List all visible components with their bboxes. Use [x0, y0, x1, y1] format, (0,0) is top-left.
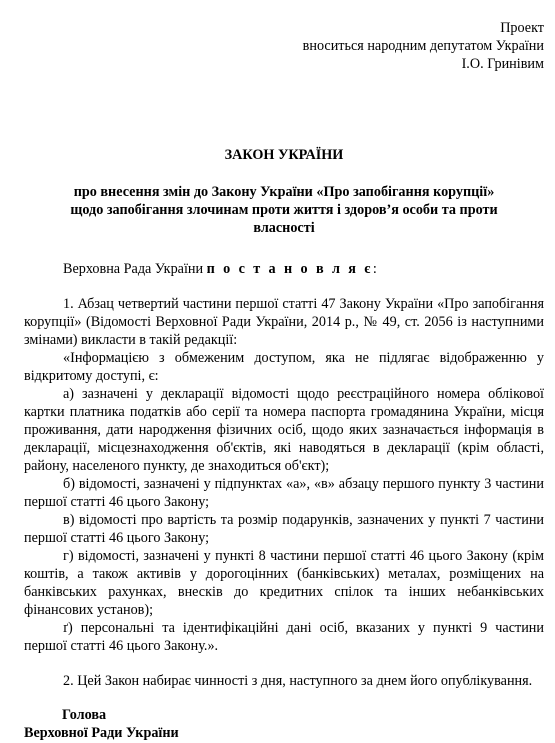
paragraph-1-quote: «Інформацією з обмеженим доступом, яка не підлягає відображенню у відкритому доступі, є: — [24, 350, 544, 384]
law-subtitle — [24, 183, 544, 237]
paragraph-1-item-g: г) відомості, зазначені у пункті 8 частини першої статті 46 цього Закону (крім коштів, а також активів у дорогоцінних (банківських) металах, розміщених на банківських рахунках, внесків до кредитних спілок та інших небанківських фінансових установ); — [24, 548, 544, 618]
signature-body: Верховної Ради України — [24, 725, 179, 741]
signature-block — [24, 706, 179, 742]
decree-emphasis: п о с т а н о в л я є — [206, 261, 373, 277]
subtitle-line-1: про внесення змін до Закону України «Про запобігання корупції» — [73, 184, 495, 200]
subtitle-line-3: власності — [253, 220, 315, 236]
decree-tail: : — [372, 261, 377, 277]
submitted-by: вноситься народним депутатом України — [302, 38, 544, 54]
paragraph-1-item-b: б) відомості, зазначені у підпунктах «а», «в» абзацу першого пункту 3 частини першої статті 46 цього Закону; — [24, 476, 544, 510]
decree-lead: Верховна Рада України — [63, 261, 207, 277]
paragraph-2: 2. Цей Закон набирає чинності з дня, наступного за днем його опублікування. — [63, 673, 533, 689]
subtitle-line-2: щодо запобігання злочинам проти життя і здоров’я особи та проти — [70, 202, 498, 218]
draft-label: Проект — [500, 20, 544, 36]
law-body — [24, 295, 544, 690]
author-name: І.О. Гринівим — [461, 56, 544, 72]
law-title: ЗАКОН УКРАЇНИ — [224, 147, 344, 163]
paragraph-1: 1. Абзац четвертий частини першої статті 47 Закону України «Про запобігання корупції» (Відомості Верховної Ради України, 2014 р., № 49, ст. 2056 із наступними змінами) викласти в такій редакції: — [24, 296, 544, 348]
paragraph-1-item-v: в) відомості про вартість та розмір подарунків, зазначених у пункті 7 частини першої статті 46 цього Закону; — [24, 512, 544, 546]
paragraph-1-item-a: а) зазначені у декларації відомості щодо реєстраційного номера облікової картки платника податків або серії та номера паспорта громадянина України, місця проживання, дати народження фізичних осіб, щодо яких зазначається інформація в декларації, місцезнаходження об'єктів, які наводяться в декларації (крім області, району, населеного пункту, де знаходиться об'єкт); — [24, 386, 544, 474]
signature-title: Голова — [62, 707, 107, 723]
decree-line — [24, 260, 544, 278]
paragraph-1-item-g2: ґ) персональні та ідентифікаційні дані осіб, вказаних у пункті 9 частини першої статті 46 цього Закону.». — [24, 620, 544, 654]
document-header — [144, 19, 544, 73]
